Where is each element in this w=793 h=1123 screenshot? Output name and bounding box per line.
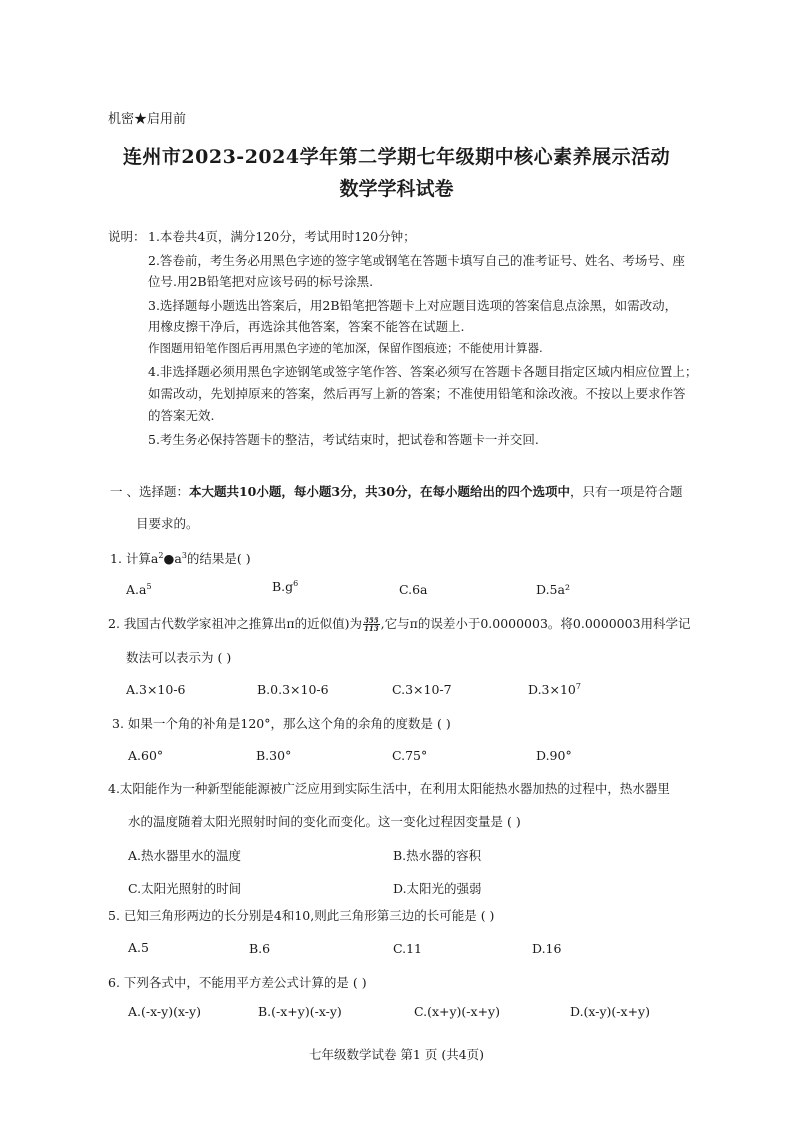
section-tail: ，只有一项是符合题 (570, 484, 683, 499)
q5-option-d: D.16 (532, 941, 562, 956)
q3-option-d: D.90° (536, 748, 572, 763)
q3-option-a: A.60° (128, 748, 164, 763)
instruction-4-line-1: 4.非选择题必须用黑色字迹钢笔或签字笔作答、答案必须写在答题卡各题目指定区域内相应位置上； (148, 364, 698, 379)
instruction-1: 1.本卷共4页，满分120分，考试用时120分钟； (148, 229, 416, 244)
question-4-line-1: 4.太阳能作为一种新型能能源被广泛应用到实际生活中，在利用太阳能热水器加热的过程中，热水器里 (108, 781, 670, 796)
q1-exp-1: 2 (158, 551, 164, 560)
exam-title: 连州市2023-2024学年第二学期七年级期中核心素养展示活动 (122, 146, 671, 168)
instruction-4-line-2: 如需改动，先划掉原来的答案，然后再写上新的答案；不准使用铅笔和涂改液。不按以上要求作答 (148, 386, 686, 401)
q2-option-c: C.3×10-7 (392, 682, 452, 697)
q6-option-b: B.(-x+y)(-x-y) (258, 1004, 342, 1019)
q2-option-b: B.0.3×10-6 (257, 682, 329, 697)
instruction-4-line-3: 的答案无效. (148, 408, 215, 423)
instruction-5: 5.考生务必保持答题卡的整洁，考试结束时，把试卷和答题卡一并交回. (148, 432, 539, 447)
instruction-3-line-1: 3.选择题每小题选出答案后，用2B铅笔把答题卡上对应题目选项的答案信息点涂黑，如需改动， (148, 298, 678, 313)
q1-option-a (126, 582, 152, 597)
pi-fraction (363, 617, 380, 632)
q4-option-c: C.太阳光照射的时间 (128, 881, 242, 896)
section-bold-2: 四个选项中 (507, 484, 570, 499)
q6-option-a: A.(-x-y)(x-y) (128, 1004, 201, 1019)
q3-option-c: C.75° (392, 748, 428, 763)
exam-subtitle: 数学学科试卷 (339, 178, 454, 200)
section-heading-line-2: 目要求的。 (136, 516, 199, 531)
q6-option-d: D.(x-y)(-x+y) (570, 1004, 650, 1019)
q4-option-b: B.热水器的容积 (393, 848, 482, 863)
section-bold-1: 本大题共10小题，每小题3分，共30分，在每小题给出的 (188, 484, 508, 499)
q2-line-1a: 2. 我国古代数学家祖冲之推算出π的近似值)为 (108, 616, 362, 631)
q1-dot: ●a (163, 551, 182, 566)
q2-option-d-exp: 7 (575, 682, 581, 691)
q5-option-a: A.5 (128, 940, 149, 955)
q1-prefix: 1. 计算a (110, 551, 159, 566)
q2-line-1b: ,它与π的误差小于0.0000003。将0.0000003用科学记 (380, 616, 691, 631)
q2-option-d-text: D.3×10 (528, 682, 576, 697)
question-1 (110, 549, 251, 567)
fraction-denominator: 113 (364, 624, 379, 633)
question-6: 6. 下列各式中，不能用平方差公式计算的是 ( ) (108, 975, 367, 990)
q6-option-c: C.(x+y)(-x+y) (414, 1004, 500, 1019)
question-3: 3. 如果一个角的补角是120°，那么这个角的余角的度数是 ( ) (112, 716, 451, 731)
q1-suffix: 的结果是( ) (186, 551, 251, 566)
q1-exp-2: 3 (181, 551, 187, 560)
q1-option-b-text: B.g (272, 579, 294, 594)
q4-option-d: D.太阳光的强弱 (393, 881, 482, 896)
q1-option-c: C.6a (399, 582, 428, 597)
q1-option-b-exp: 6 (293, 579, 299, 588)
section-heading (110, 482, 683, 500)
question-4-line-2: 水的温度随着太阳光照射时间的变化而变化。这一变化过程因变量是 ( ) (128, 814, 521, 829)
instruction-2-line-1: 2.答卷前，考生务必用黑色字迹的签字笔或钢笔在答题卡填写自己的准考证号、姓名、考场号、座 (148, 253, 685, 268)
q4-option-a: A.热水器里水的温度 (128, 848, 242, 863)
q2-option-a: A.3×10-6 (126, 682, 186, 697)
q1-option-d: D.5a² (536, 582, 570, 597)
question-2-line-2: 数法可以表示为 ( ) (126, 650, 232, 665)
fraction-numerator: 355 (364, 616, 379, 625)
q5-option-b: B.6 (249, 941, 271, 956)
page-footer: 七年级数学试卷 第1 页 (共4页) (308, 1047, 485, 1062)
question-2-line-1 (108, 614, 691, 632)
instruction-3-line-3: 作图题用铅笔作图后再用黑色字迹的笔加深，保留作图痕迹；不能使用计算器. (148, 341, 543, 355)
instruction-3-line-2: 用橡皮擦干净后，再选涂其他答案，答案不能答在试题上. (148, 319, 465, 334)
q1-option-a-text: A.a (126, 582, 147, 597)
question-5: 5. 已知三角形两边的长分别是4和10,则此三角形第三边的长可能是 ( ) (108, 908, 495, 923)
confidential-mark: 机密★启用前 (108, 112, 187, 127)
q1-option-a-exp: 5 (146, 582, 152, 591)
instructions-label: 说明： (108, 229, 146, 244)
q5-option-c: C.11 (393, 941, 422, 956)
instruction-2-line-2: 位号.用2B铅笔把对应该号码的标号涂黑. (148, 274, 374, 289)
q2-option-d (528, 682, 581, 697)
q3-option-b: B.30° (256, 748, 292, 763)
q1-option-b (272, 579, 298, 594)
section-lead: 一 、选择题： (110, 484, 189, 499)
